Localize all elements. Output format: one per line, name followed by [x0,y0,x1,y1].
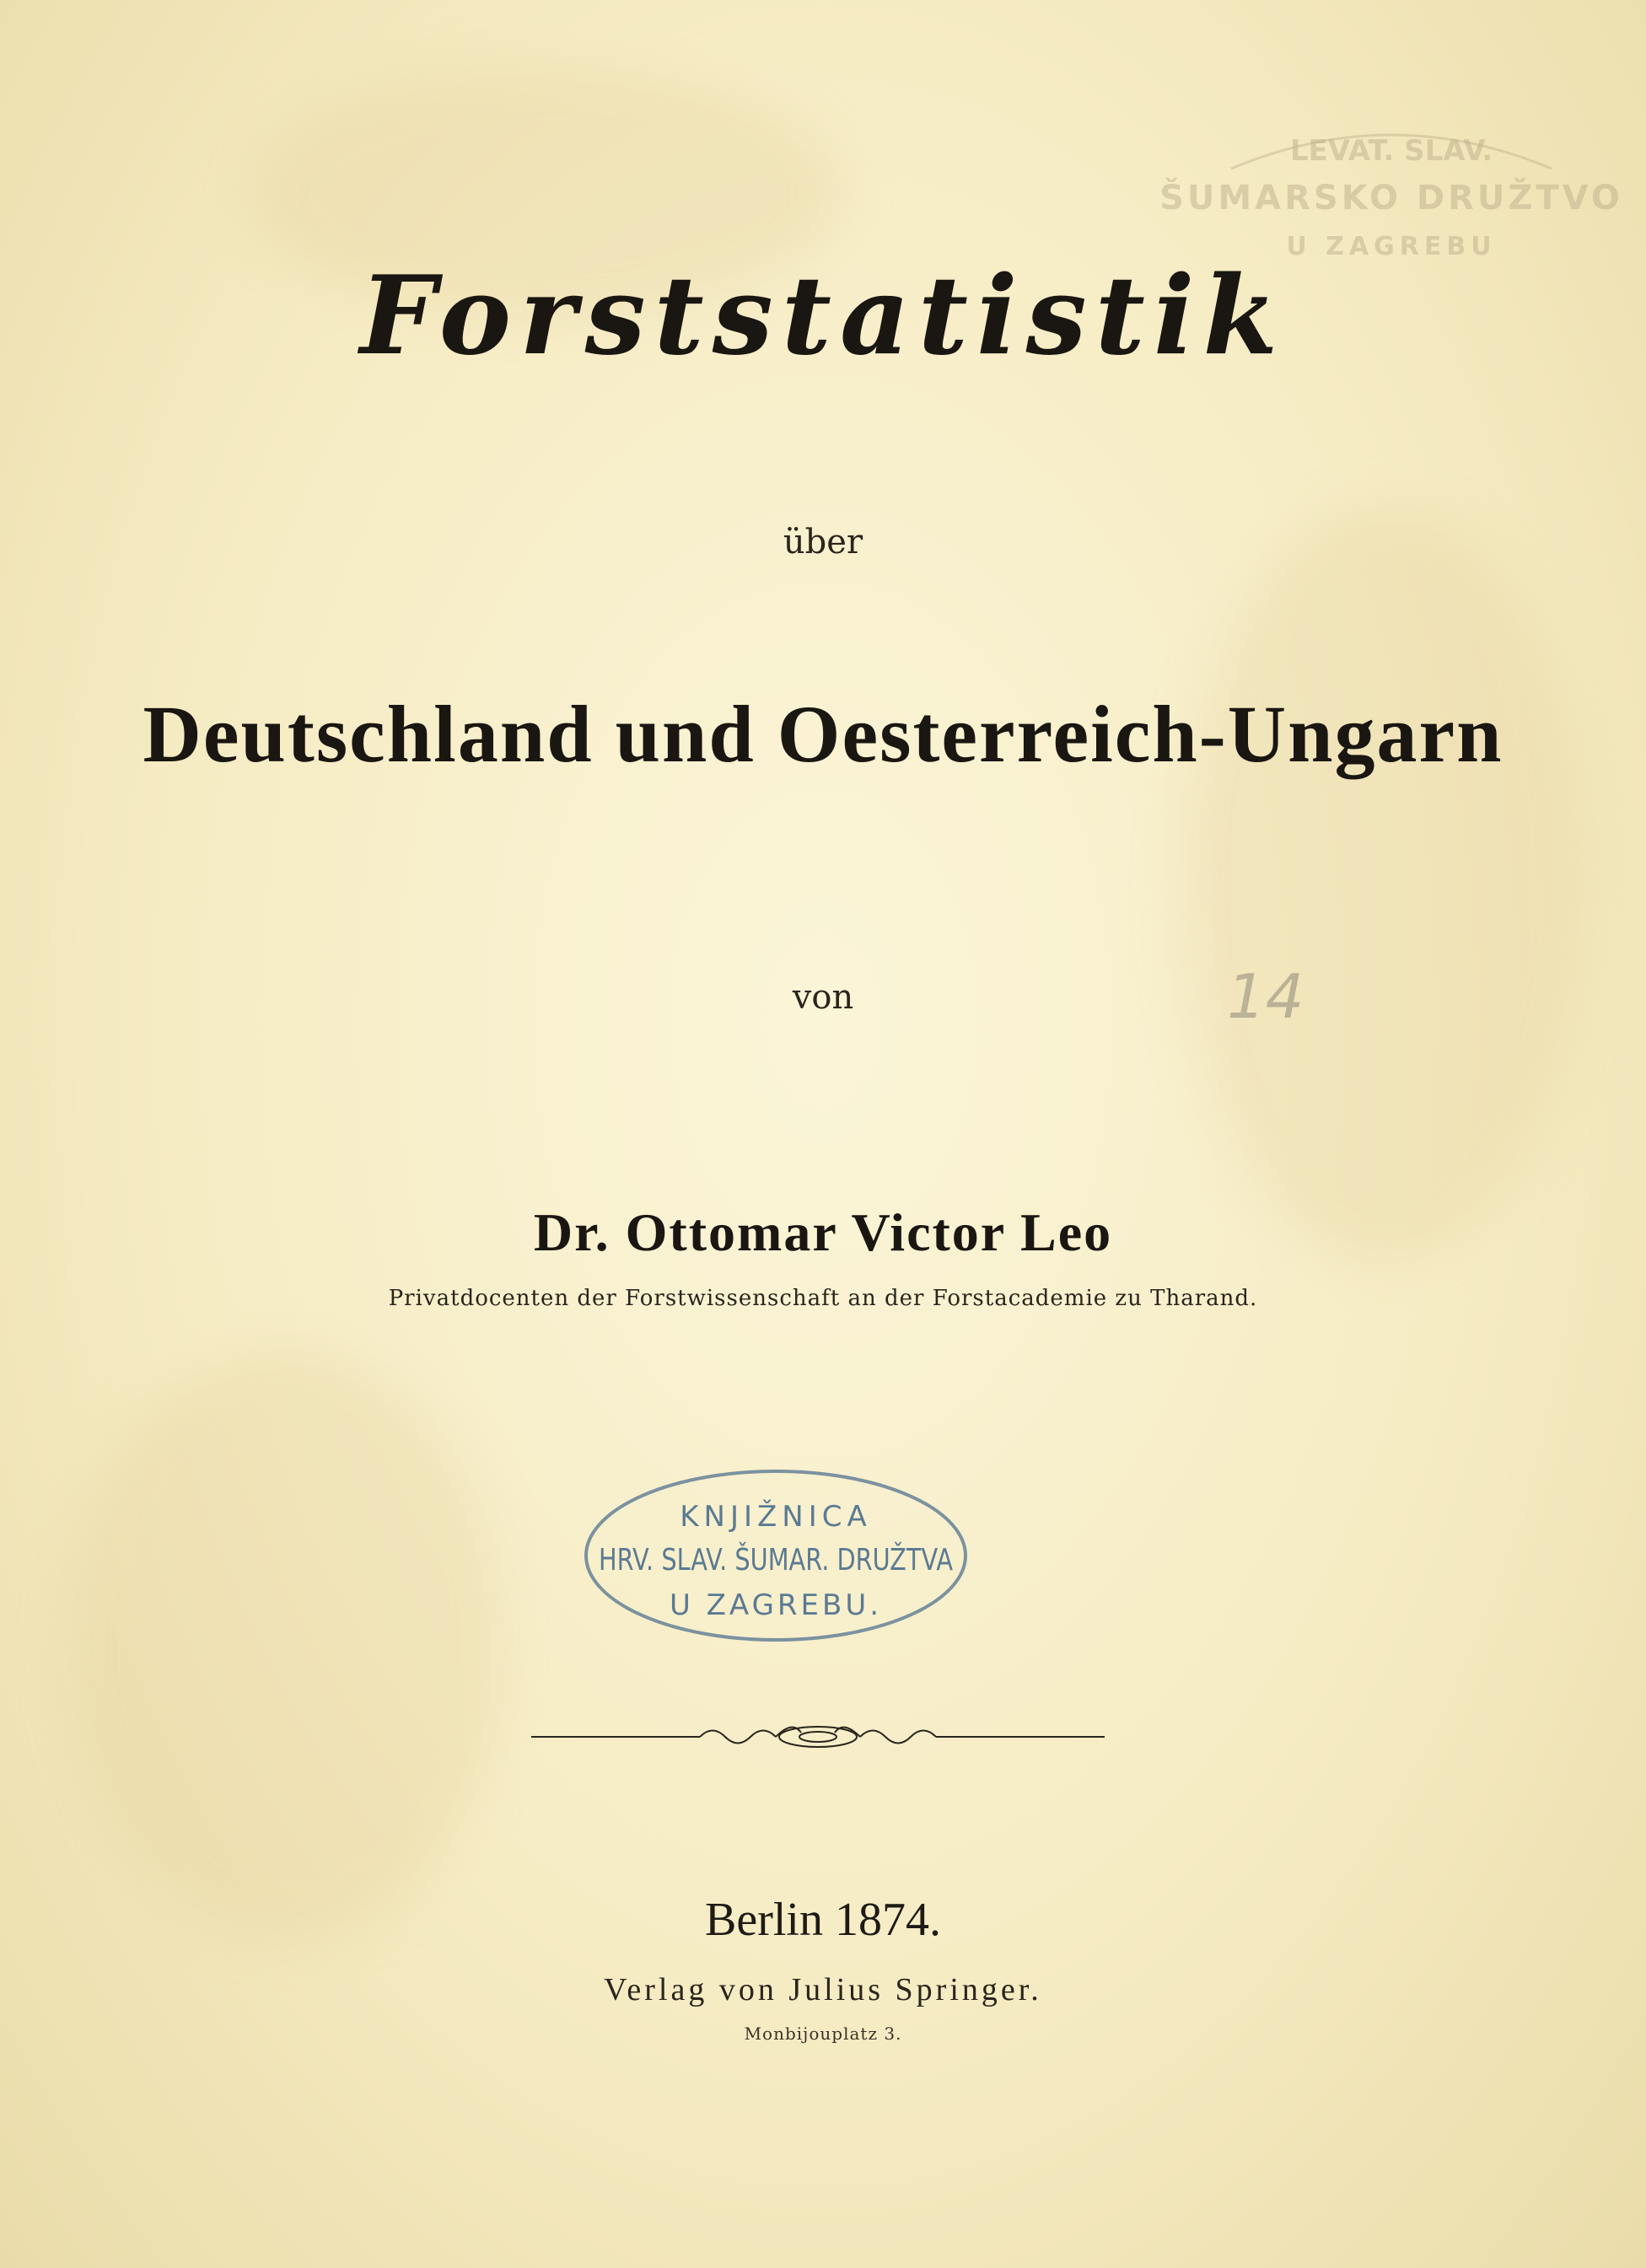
faint-stamp-line2: ŠUMARSKO DRUŽTVO [1159,179,1623,218]
pencil-note: 14 [1227,961,1304,1032]
paper-stain [67,1349,506,1939]
faint-stamp-line1: LEVAT. SLAV. [1289,134,1493,168]
book-title: Forststatistik [359,253,1287,379]
library-stamp [582,1467,1042,1644]
preposition: über [783,523,863,562]
imprint-address: Monbijouplatz 3. [744,2023,902,2044]
book-subject: Deutschland und Oesterreich-Ungarn [143,689,1503,779]
paper-stain [1181,506,1585,1265]
author-name: Dr. Ottomar Victor Leo [533,1202,1113,1262]
imprint-publisher: Verlag von Julius Springer. [604,1972,1042,2007]
stamp-line2: HRV. SLAV. ŠUMAR. DRUŽTVA [599,1543,1042,1577]
by-line: von [792,978,854,1017]
stamp-line3: U ZAGREBU. [669,1588,883,1622]
stamp-line1: KNJIŽNICA [680,1500,872,1534]
imprint-place-year: Berlin 1874. [705,1894,941,1946]
author-affiliation: Privatdocenten der Forstwissenschaft an der Forstacademie zu Tharand. [388,1286,1258,1311]
faint-stamp-line3: U ZAGREBU [1286,232,1497,261]
ornamental-divider [531,1716,1105,1758]
